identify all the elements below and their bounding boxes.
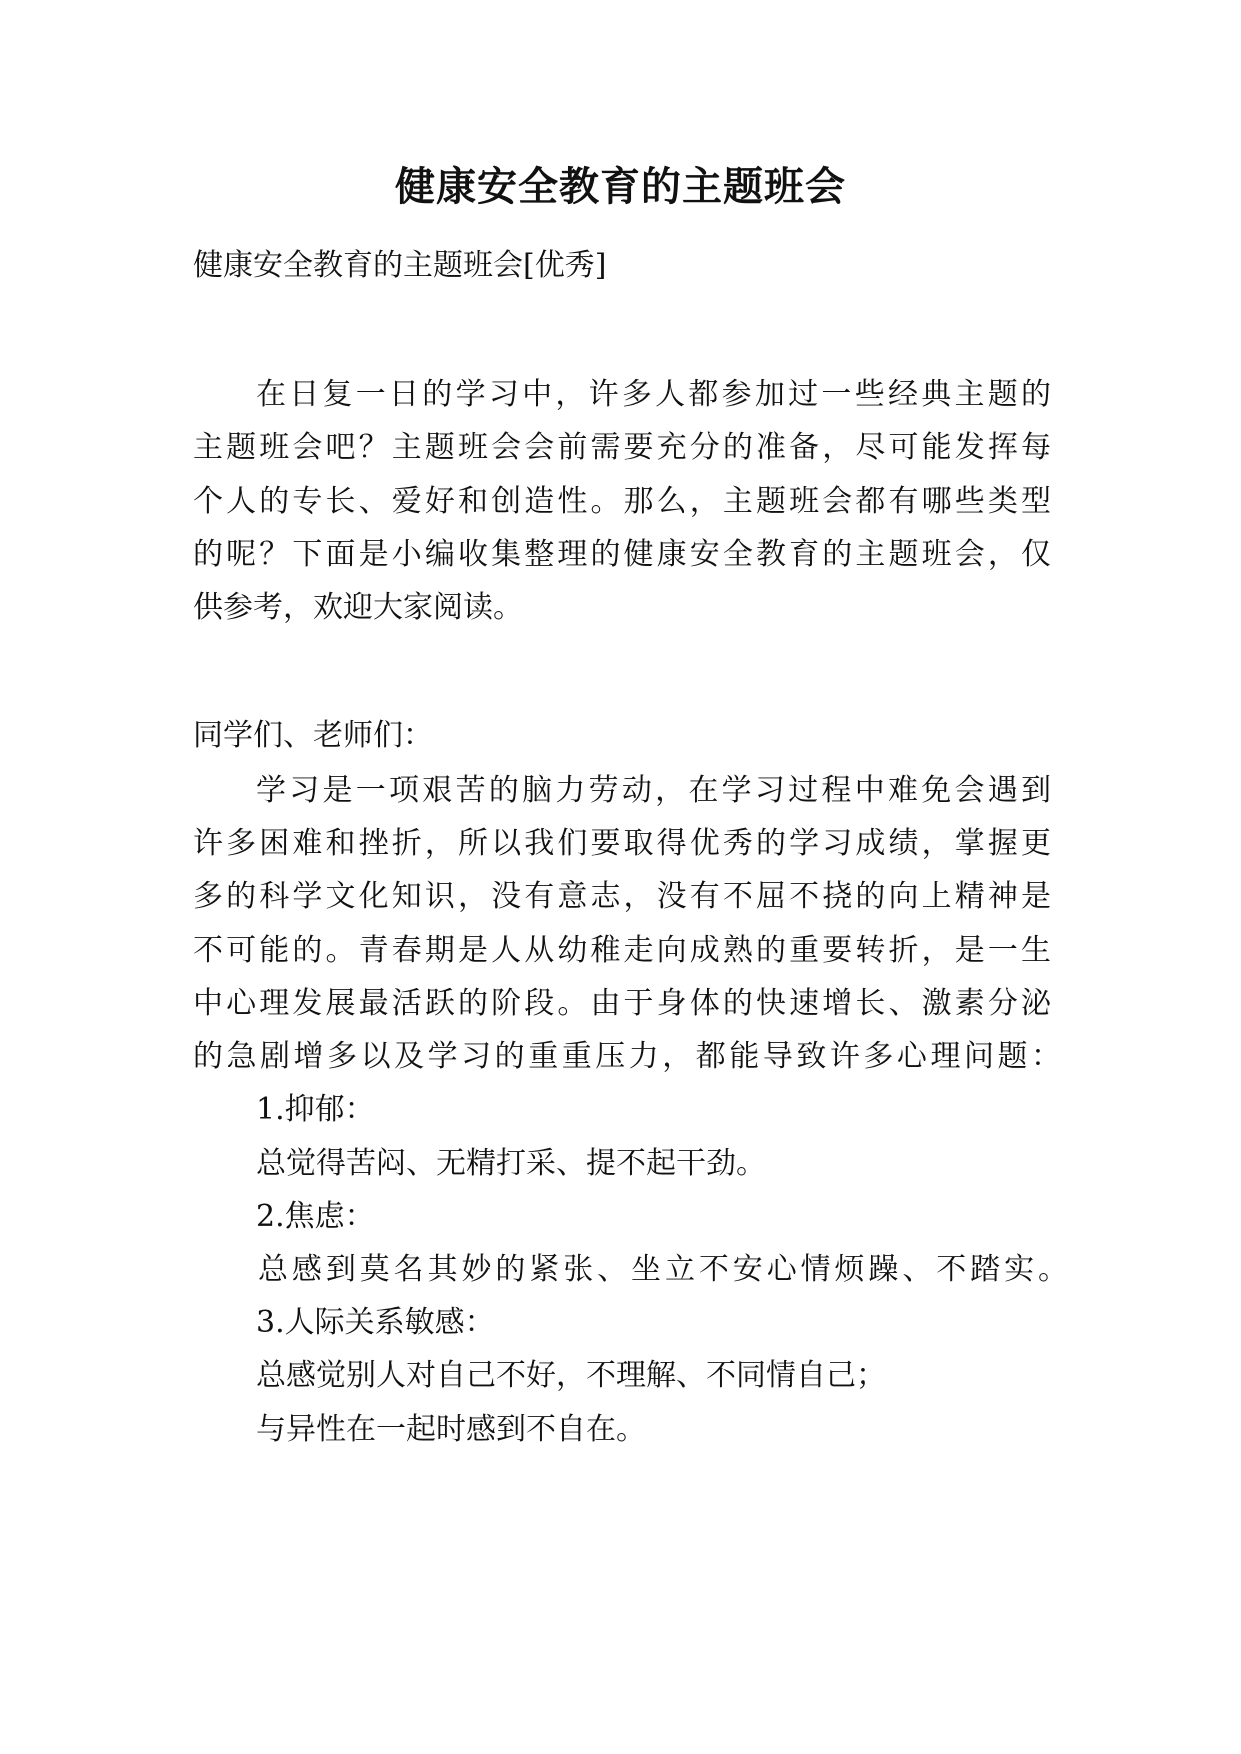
body-line-4: 不可能的。青春期是人从幼稚走向成熟的重要转折，是一生 <box>193 933 1051 968</box>
intro-line-4: 的呢？下面是小编收集整理的健康安全教育的主题班会，仅 <box>193 537 1051 572</box>
body-line-3: 多的科学文化知识，没有意志，没有不屈不挠的向上精神是 <box>193 879 1051 914</box>
document-title: 健康安全教育的主题班会 <box>395 164 846 210</box>
greeting: 同学们、老师们： <box>193 718 433 753</box>
list-item-1-text: 总觉得苦闷、无精打采、提不起干劲。 <box>256 1146 766 1181</box>
list-item-3-heading: 3.人际关系敏感： <box>256 1305 495 1340</box>
list-item-2-text: 总感到莫名其妙的紧张、坐立不安心情烦躁、不踏实。 <box>258 1252 1068 1287</box>
body-line-1: 学习是一项艰苦的脑力劳动，在学习过程中难免会遇到 <box>256 773 1051 808</box>
list-item-3-text-1: 总感觉别人对自己不好，不理解、不同情自己； <box>256 1358 886 1393</box>
intro-line-1: 在日复一日的学习中，许多人都参加过一些经典主题的 <box>256 377 1051 412</box>
body-line-6: 的急剧增多以及学习的重重压力，都能导致许多心理问题： <box>193 1039 1061 1074</box>
list-item-1-heading: 1.抑郁： <box>256 1092 375 1127</box>
intro-line-5: 供参考，欢迎大家阅读。 <box>193 590 523 625</box>
intro-line-2: 主题班会吧？主题班会会前需要充分的准备，尽可能发挥每 <box>193 430 1051 465</box>
list-item-3-text-2: 与异性在一起时感到不自在。 <box>256 1412 646 1447</box>
body-line-5: 中心理发展最活跃的阶段。由于身体的快速增长、激素分泌 <box>193 986 1051 1021</box>
body-line-2: 许多困难和挫折，所以我们要取得优秀的学习成绩，掌握更 <box>193 826 1051 861</box>
list-item-2-heading: 2.焦虑： <box>256 1199 375 1234</box>
intro-line-3: 个人的专长、爱好和创造性。那么，主题班会都有哪些类型 <box>193 484 1051 519</box>
document-subtitle: 健康安全教育的主题班会[优秀] <box>193 248 607 283</box>
